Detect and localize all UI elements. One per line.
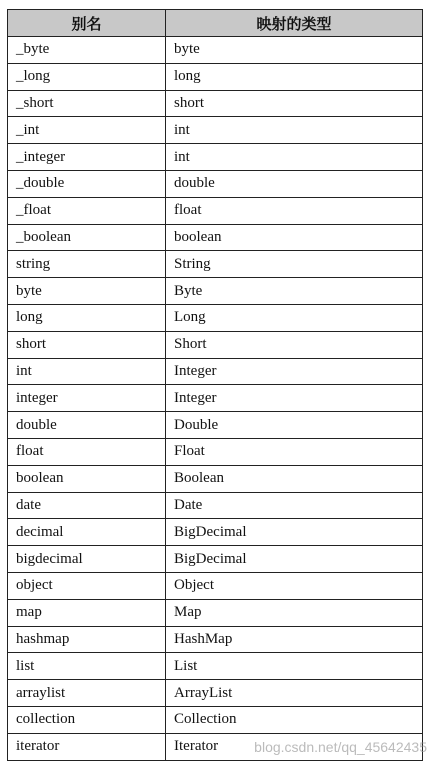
table-row	[8, 519, 423, 546]
table-row	[8, 90, 423, 117]
table-row	[8, 304, 423, 331]
table-row	[8, 706, 423, 733]
table-row	[8, 37, 423, 64]
table-row	[8, 546, 423, 573]
alias-cell: string	[8, 251, 166, 278]
alias-cell: _int	[8, 117, 166, 144]
table-row	[8, 626, 423, 653]
mapped-type-cell: boolean	[166, 224, 423, 251]
mapped-type-cell: double	[166, 170, 423, 197]
alias-cell: object	[8, 572, 166, 599]
alias-cell: list	[8, 653, 166, 680]
mapped-type-cell: BigDecimal	[166, 519, 423, 546]
alias-cell: long	[8, 304, 166, 331]
alias-cell: _float	[8, 197, 166, 224]
mapped-type-cell: int	[166, 144, 423, 171]
alias-cell: _long	[8, 63, 166, 90]
mapped-type-cell: BigDecimal	[166, 546, 423, 573]
table-row	[8, 599, 423, 626]
mapped-type-cell: ArrayList	[166, 680, 423, 707]
mapped-type-cell: Collection	[166, 706, 423, 733]
alias-cell: hashmap	[8, 626, 166, 653]
mapped-type-cell: float	[166, 197, 423, 224]
alias-cell: _boolean	[8, 224, 166, 251]
table-row	[8, 733, 423, 760]
mapped-type-cell: Float	[166, 438, 423, 465]
mapped-type-cell: Iterator	[166, 733, 423, 760]
table-row	[8, 197, 423, 224]
table-row	[8, 278, 423, 305]
alias-cell: arraylist	[8, 680, 166, 707]
table-body	[8, 37, 423, 761]
table-row	[8, 170, 423, 197]
alias-cell: _integer	[8, 144, 166, 171]
alias-type-table	[7, 9, 423, 761]
mapped-type-cell: Double	[166, 412, 423, 439]
alias-cell: byte	[8, 278, 166, 305]
mapped-type-cell: String	[166, 251, 423, 278]
table-row	[8, 492, 423, 519]
mapped-type-cell: Long	[166, 304, 423, 331]
alias-cell: float	[8, 438, 166, 465]
table-row	[8, 117, 423, 144]
alias-cell: collection	[8, 706, 166, 733]
mapped-type-cell: Integer	[166, 385, 423, 412]
alias-cell: iterator	[8, 733, 166, 760]
table-row	[8, 653, 423, 680]
mapped-type-cell: HashMap	[166, 626, 423, 653]
watermark: blog.csdn.net/qq_45642435	[254, 739, 427, 755]
alias-cell: decimal	[8, 519, 166, 546]
alias-cell: int	[8, 358, 166, 385]
alias-cell: boolean	[8, 465, 166, 492]
mapped-type-cell: int	[166, 117, 423, 144]
alias-cell: _byte	[8, 37, 166, 64]
column-header-alias: 别名	[8, 10, 166, 37]
mapped-type-cell: Map	[166, 599, 423, 626]
mapped-type-cell: Boolean	[166, 465, 423, 492]
table-row	[8, 144, 423, 171]
alias-cell: short	[8, 331, 166, 358]
alias-cell: _short	[8, 90, 166, 117]
alias-cell: date	[8, 492, 166, 519]
mapped-type-cell: Short	[166, 331, 423, 358]
table-row	[8, 251, 423, 278]
table-row	[8, 63, 423, 90]
table-row	[8, 465, 423, 492]
table-row	[8, 438, 423, 465]
alias-cell: bigdecimal	[8, 546, 166, 573]
table-row	[8, 358, 423, 385]
table-row	[8, 680, 423, 707]
mapped-type-cell: List	[166, 653, 423, 680]
table-row	[8, 224, 423, 251]
alias-cell: double	[8, 412, 166, 439]
mapped-type-cell: Date	[166, 492, 423, 519]
table-row	[8, 572, 423, 599]
alias-cell: map	[8, 599, 166, 626]
table-header	[8, 10, 423, 37]
mapped-type-cell: short	[166, 90, 423, 117]
mapped-type-cell: Byte	[166, 278, 423, 305]
alias-cell: integer	[8, 385, 166, 412]
mapped-type-cell: byte	[166, 37, 423, 64]
mapped-type-cell: long	[166, 63, 423, 90]
mapped-type-cell: Integer	[166, 358, 423, 385]
column-header-mapped-type: 映射的类型	[166, 10, 423, 37]
header-row	[8, 10, 423, 37]
table-row	[8, 385, 423, 412]
table-row	[8, 331, 423, 358]
alias-cell: _double	[8, 170, 166, 197]
table-row	[8, 412, 423, 439]
mapped-type-cell: Object	[166, 572, 423, 599]
